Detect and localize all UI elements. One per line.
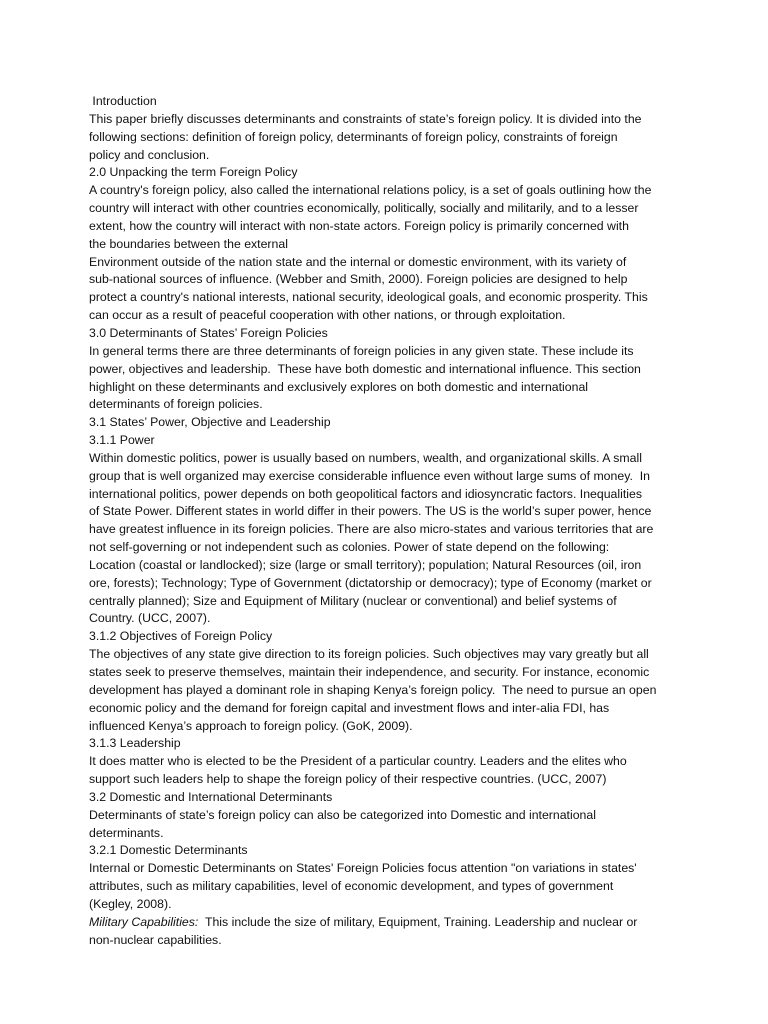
section-3-2-1-line: Internal or Domestic Determinants on States' Foreign Policies focus attention "on variations in states'	[89, 861, 637, 876]
section-2-line: can occur as a result of peaceful cooperation with other nations, or through exploitation.	[89, 308, 566, 323]
section-3-1-3-heading: 3.1.3 Leadership	[89, 736, 181, 751]
section-3-heading: 3.0 Determinants of States’ Foreign Policies	[89, 325, 328, 340]
section-3-1-1-line: Country. (UCC, 2007).	[89, 611, 211, 626]
intro-heading: Introduction	[89, 94, 157, 108]
military-capabilities-line-2: non-nuclear capabilities.	[89, 932, 222, 947]
intro-line: policy and conclusion.	[89, 147, 210, 162]
document-page	[89, 93, 681, 950]
section-3-1-2-line: influenced Kenya’s approach to foreign policy. (GoK, 2009).	[89, 718, 413, 733]
section-3-1-1-line: Within domestic politics, power is usually based on numbers, wealth, and organizational skills. A small	[89, 450, 642, 465]
section-2-line: sub-national sources of influence. (Webber and Smith, 2000). Foreign policies are designed to help	[89, 272, 628, 287]
military-capabilities-text: This include the size of military, Equipment, Training. Leadership and nuclear or	[198, 914, 638, 929]
section-3-1-1-line: ore, forests); Technology; Type of Government (dictatorship or democracy); type of Economy (market or	[89, 575, 652, 590]
section-3-line: power, objectives and leadership. These have both domestic and international influence. This section	[89, 361, 641, 376]
section-2-line: country will interact with other countries economically, politically, socially and militarily, and to a lesser	[89, 201, 639, 216]
section-2-line: protect a country's national interests, national security, ideological goals, and economic prosperity. This	[89, 290, 648, 305]
section-3-2-line: determinants.	[89, 825, 164, 840]
section-3-1-3-line: It does matter who is elected to be the President of a particular country. Leaders and the elites who	[89, 754, 627, 769]
section-3-1-1-line: of State Power. Different states in world differ in their powers. The US is the world’s super power, hence	[89, 504, 652, 519]
section-2-line: A country's foreign policy, also called the international relations policy, is a set of goals outlining how the	[89, 183, 652, 198]
section-3-2-1-line: (Kegley, 2008).	[89, 896, 172, 911]
section-2-line: extent, how the country will interact with non-state actors. Foreign policy is primarily concerned with	[89, 218, 629, 233]
section-3-2-heading: 3.2 Domestic and International Determinants	[89, 789, 333, 804]
section-2-heading: 2.0 Unpacking the term Foreign Policy	[89, 165, 298, 180]
military-capabilities-line	[89, 914, 681, 932]
section-3-1-2-line: development has played a dominant role in shaping Kenya’s foreign policy. The need to pursue an open	[89, 682, 657, 697]
section-3-1-1-heading: 3.1.1 Power	[89, 433, 155, 448]
section-3-1-1-line: not self-governing or not independent such as colonies. Power of state depend on the following:	[89, 540, 610, 555]
section-3-2-line: Determinants of state’s foreign policy can also be categorized into Domestic and international	[89, 807, 596, 822]
section-3-1-2-line: states seek to preserve themselves, maintain their independence, and security. For instance, economic	[89, 665, 650, 679]
section-3-1-2-heading: 3.1.2 Objectives of Foreign Policy	[89, 629, 273, 644]
intro-line: This paper briefly discusses determinants and constraints of state’s foreign policy. It is divided into the	[89, 111, 642, 126]
section-3-line: determinants of foreign policies.	[89, 397, 263, 412]
section-3-1-1-line: Location (coastal or landlocked); size (large or small territory); population; Natural Resources (oil, iron	[89, 557, 642, 572]
military-capabilities-label: Military Capabilities:	[89, 914, 199, 929]
section-3-2-1-line: attributes, such as military capabilities, level of economic development, and types of government	[89, 879, 614, 894]
section-3-1-heading: 3.1 States’ Power, Objective and Leadership	[89, 415, 331, 430]
section-3-1-3-line: support such leaders help to shape the foreign policy of their respective countries. (UCC, 2007)	[89, 772, 607, 787]
section-3-line: In general terms there are three determinants of foreign policies in any given state. These include its	[89, 343, 634, 358]
section-3-line: highlight on these determinants and exclusively explores on both domestic and international	[89, 379, 589, 394]
section-3-1-1-line: centrally planned); Size and Equipment of Military (nuclear or conventional) and belief systems of	[89, 593, 617, 608]
section-2-line: Environment outside of the nation state and the internal or domestic environment, with its variety of	[89, 254, 627, 269]
section-3-1-1-line: international politics, power depends on both geopolitical factors and idiosyncratic factors. Inequalities	[89, 486, 642, 501]
section-3-1-1-line: have greatest influence in its foreign policies. There are also micro-states and various territories that are	[89, 522, 654, 537]
section-3-1-1-line: group that is well organized may exercise considerable influence even without large sums of money. In	[89, 468, 650, 483]
section-3-1-2-line: The objectives of any state give direction to its foreign policies. Such objectives may vary greatly but all	[89, 647, 649, 662]
section-2-line: the boundaries between the external	[89, 236, 288, 251]
section-3-2-1-heading: 3.2.1 Domestic Determinants	[89, 843, 248, 858]
intro-line: following sections: definition of foreign policy, determinants of foreign policy, constraints of foreign	[89, 129, 618, 144]
section-3-1-2-line: economic policy and the demand for foreign capital and investment flows and inter-alia FDI, has	[89, 700, 610, 715]
